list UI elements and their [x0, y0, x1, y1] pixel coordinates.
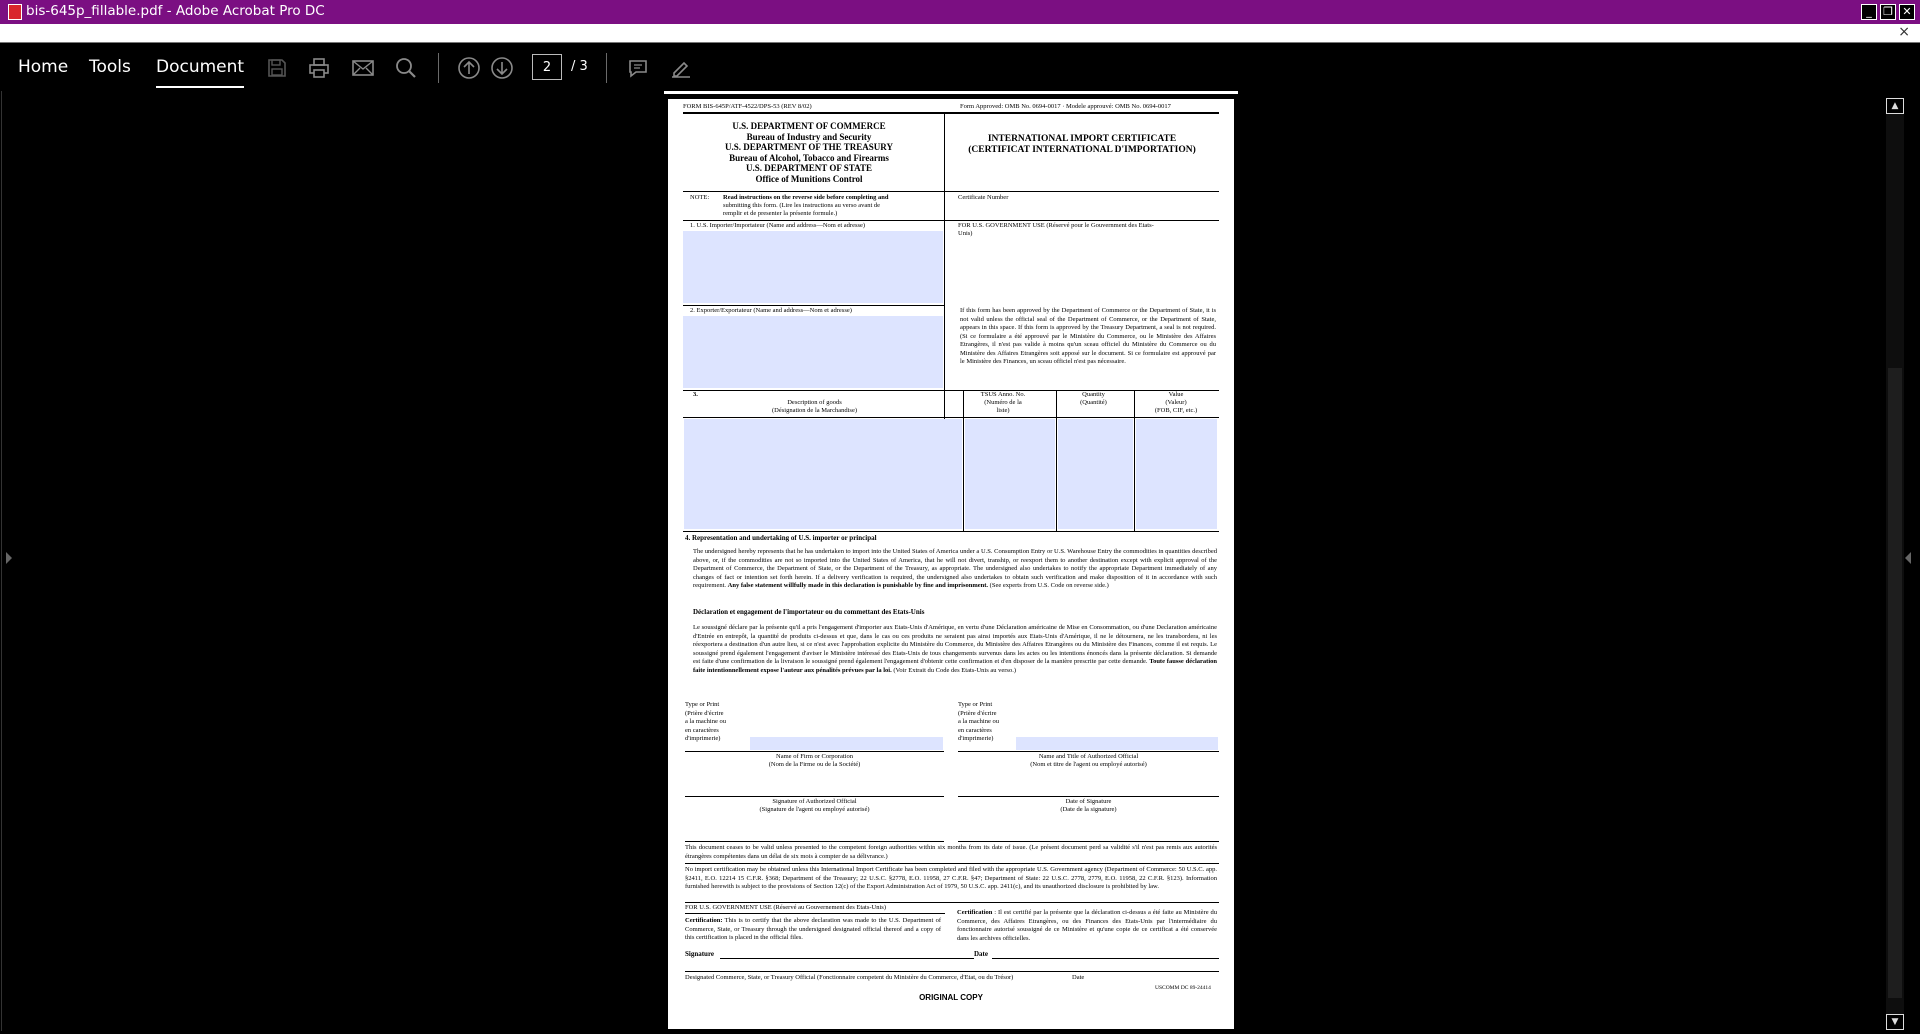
header-line: (FOB, CIF, etc.)	[1154, 407, 1198, 414]
agency-line: Office of Munitions Control	[755, 173, 863, 184]
type-or-print-right	[958, 701, 999, 744]
note-line: remplir et de presenter la présente formule.)	[723, 210, 838, 217]
agency-line: Bureau of Alcohol, Tobacco and Firearms	[729, 152, 889, 163]
type-print-line: en caractères	[685, 726, 719, 734]
section4-english-tail: (See experts from U.S. Code on reverse side.)	[988, 582, 1109, 589]
note-line: Read instructions on the reverse side before completing and	[723, 194, 889, 201]
original-copy-label: ORIGINAL COPY	[919, 993, 983, 1002]
label-line: Signature of Authorized Official	[772, 798, 857, 805]
agency-line: U.S. DEPARTMENT OF STATE	[746, 163, 872, 173]
main-toolbar	[0, 43, 1920, 91]
minimize-icon[interactable]: _	[1861, 4, 1877, 20]
certificate-number-label: Certificate Number	[958, 194, 1009, 201]
header-line: Value	[1168, 391, 1184, 398]
sign-icon[interactable]	[669, 56, 693, 80]
exporter-field[interactable]	[683, 316, 943, 388]
rule	[683, 220, 1219, 221]
designated-official-label: Designated Commerce, State, or Treasury Official (Fonctionnaire competent du Ministère du Commerce, d'Etat, ou du Trésor)	[685, 974, 1014, 981]
acrobat-app-icon	[8, 4, 22, 20]
approval-text: If this form has been approved by the Department of Commerce or the Department of State, it is not valid unless the official seal of the Department of Commerce, or the Department of State, appears in this space. If this form is approved by the Treasury Department, a seal is not required. (Si ce formulaire a été approuvé par le Ministère du Commerce, ou le Ministère des Affaires Etrangères, il n'est pas valide à moins qu'un sceau officiel du Ministère du Commerce ou du Ministère des Affaires Etrangères soit apposé sur le document. Si ce formulaire est approuvé par le Ministère des Finances, un sceau officiel n'est pas nécessaire.	[960, 307, 1216, 365]
previous-page-edge	[664, 91, 1238, 94]
toolbar-separator	[438, 53, 439, 83]
rule	[683, 417, 1219, 418]
rule	[685, 863, 1219, 864]
header-line: Quantity	[1082, 391, 1105, 398]
designated-date-label: Date	[1072, 974, 1085, 981]
window-title-bar	[0, 0, 1920, 24]
rule	[958, 841, 1219, 842]
type-print-line: Type or Print	[958, 701, 993, 708]
rule	[685, 902, 1219, 903]
column-divider	[963, 391, 964, 531]
note-line: submitting this form. (Lire les instructions au verso avant de	[723, 202, 881, 209]
validity-notice: This document ceases to be valid unless presented to the competent foreign authorities within six months from its date of issue. (Le présent document perd sa validité s'il n'est pas remis aux autorités étrangères compétentes dans un délai de six mois à compter de sa délivrance.)	[685, 844, 1217, 860]
page-down-icon[interactable]	[490, 56, 514, 80]
omb-approval: Form Approved: OMB No. 0694-0017 · Modele approuvé: OMB No. 0694-0017	[960, 103, 1171, 110]
exporter-label: 2. Exporter/Exportateur (Name and address—Nom et adresse)	[690, 307, 852, 314]
date-of-signature-label	[958, 798, 1219, 814]
label-line: Name and Title of Authorized Official	[1038, 753, 1139, 760]
date-line	[992, 958, 1219, 959]
goods-section-number: 3.	[693, 391, 698, 398]
toolbar-separator	[606, 53, 607, 83]
tsus-header	[960, 391, 1046, 415]
header-line: (Désignation de la Marchandise)	[771, 407, 857, 414]
rule	[685, 841, 944, 842]
section4-title: 4. Representation and undertaking of U.S. importer or principal	[685, 534, 877, 542]
label-line: Name of Firm or Corporation	[776, 753, 853, 760]
date-line	[958, 796, 1219, 797]
type-print-line: Type or Print	[685, 701, 720, 708]
rule	[683, 531, 1219, 532]
header-line: (Valeur)	[1165, 399, 1187, 406]
page-total: / 3	[571, 59, 588, 74]
search-icon[interactable]	[394, 56, 418, 80]
section4-french-title: Déclaration et engagement de l'importateur ou du commettant des Etats-Unis	[693, 608, 925, 616]
agency-line: U.S. DEPARTMENT OF COMMERCE	[732, 121, 886, 131]
gov-use-line: FOR U.S. GOVERNMENT USE (Réservé pour le Gouvernment des Etats-	[958, 222, 1154, 229]
close-icon[interactable]: ✕	[1899, 4, 1915, 20]
gov-use-bottom-label: FOR U.S. GOVERNMENT USE (Réservé au Gouvernement des Etats-Unis)	[685, 904, 886, 911]
rule	[683, 305, 944, 306]
header-line: TSUS Anno. No.	[980, 391, 1026, 398]
header-line: (Quantité)	[1080, 399, 1107, 406]
scroll-down-icon[interactable]: ▼	[1886, 1014, 1904, 1030]
type-or-print-left	[685, 701, 726, 744]
signature-label: Signature	[685, 950, 715, 958]
agency-block	[683, 121, 935, 184]
type-print-line: a la machine ou	[685, 718, 726, 725]
section4-english	[693, 548, 1217, 591]
left-pane-edge	[1, 91, 2, 1031]
quantity-field[interactable]	[1058, 419, 1133, 529]
gov-use-line: Unis)	[958, 230, 973, 237]
print-icon[interactable]	[307, 56, 331, 80]
rule	[683, 112, 1219, 114]
rule	[685, 913, 945, 914]
column-divider	[1134, 391, 1135, 531]
agency-line: U.S. DEPARTMENT OF THE TREASURY	[725, 142, 893, 152]
header-line: liste)	[996, 407, 1010, 414]
section4-french-tail: (Voir Extrait du Code des Etats-Unis au verso.)	[891, 666, 1016, 674]
note-text	[723, 194, 889, 218]
importer-field[interactable]	[683, 231, 943, 303]
page-number-input[interactable]: 2	[532, 54, 562, 80]
section4-english-warning: Any false statement willfully made in this declaration is punishable by fine and imprisonment.	[727, 582, 989, 589]
legal-notice: No import certification may be obtained unless this International Import Certificate has been completed and filed with the appropriate U.S. Government agency (Department of Commerce: 50 U.S.C. app. §2411, E.O. 12214 15 C.F.R. §368; Department of the Treasury; 22 U.S.C. §2778, E.O. 11958, 27 C.F.R. §47; Department of State: 22 U.S.C. 2778, 2779, E.O. 11958, 22 C.F.R. §123). Information furnished herewith is subject to the provisions of Section 12(c) of the Export Administration Act of 1979, 50 U.S.C. app. 2411(c), and its unauthorized disclosure is prohibited by law.	[685, 866, 1217, 890]
certification-label: Certification	[957, 909, 993, 916]
goods-description-header	[683, 399, 946, 415]
rule	[685, 751, 944, 752]
rule	[685, 971, 1219, 972]
header-line: Description of goods	[787, 399, 842, 406]
expand-left-pane-icon[interactable]	[6, 552, 12, 564]
value-header	[1135, 391, 1217, 415]
label-line: (Signature de l'agent ou employé autorisé)	[759, 806, 870, 813]
goods-description-field[interactable]	[684, 419, 962, 529]
section4-french	[693, 624, 1217, 675]
importer-label: 1. U.S. Importer/Importateur (Name and address—Nom et adresse)	[690, 222, 866, 229]
label-line: (Nom et titre de l'agent ou employé autorisé)	[1030, 761, 1147, 768]
certification-label: Certification:	[685, 917, 723, 924]
comment-icon[interactable]	[626, 56, 650, 80]
label-line: (Nom de la Firme ou de la Société)	[768, 761, 861, 768]
quantity-header	[1055, 391, 1132, 407]
gov-use-label	[958, 222, 1154, 238]
pdf-page	[668, 99, 1234, 1029]
page-up-icon[interactable]	[457, 56, 481, 80]
agency-line: Bureau of Industry and Security	[746, 131, 872, 142]
type-print-line: a la machine ou	[958, 718, 999, 725]
section4-french-warning: Toute fausse déclaration faite intentionnellement expose l'auteur aux pénalités prévues par la loi.	[693, 658, 1217, 674]
firm-name-label	[685, 753, 944, 769]
tab-home[interactable]: Home	[18, 57, 69, 77]
label-line: (Date de la signature)	[1060, 806, 1117, 813]
rule	[958, 751, 1219, 752]
type-print-line: d'imprimerie)	[958, 735, 994, 742]
value-field[interactable]	[1136, 419, 1217, 529]
section4-french-text: Le soussigné déclare par la présente qu'il a pris l'engagement d'importer aux Etats-Unis d'Amérique, en vertu d'une Déclaration américaine de Mise en Consommation, ou d'une Declaration américaine d'Entrée en entrepôt, la quantité de produits ci-dessus et que, dans le cas ou ces produits ne seraient pas ainsi importés aux Etats-Unis d'Amérique, il ne le détournera, ne les transbordera, ni les réexportera a destination d'un autre lieu, si ce n'est avec l'approbation explicite du Ministère du Commerce, du Ministère des Affaires Etrangères ou du Ministère des Finances, comme il est requis. Le soussigné prend également l'engagement d'aviser le Ministère intéressé des Etats-Unis de tous changements survenus dans les actes ou les intentions énoncés dans la présente déclaration. Si demande est faite d'une confirmation de la livraison le soussigné prend également l'engagement d'obtenir cette confirmation et d'en disposer de la manière prescrite par cette demande.	[693, 624, 1217, 665]
vertical-scrollbar[interactable]	[1886, 98, 1904, 1030]
window-title: bis-645p_fillable.pdf - Adobe Acrobat Pro DC	[26, 3, 325, 19]
tab-tools[interactable]: Tools	[89, 57, 131, 77]
official-name-field[interactable]	[1016, 737, 1218, 750]
type-print-line: en caractères	[958, 726, 992, 734]
type-print-line: d'imprimerie)	[685, 735, 721, 742]
scroll-up-icon[interactable]: ▲	[1886, 98, 1904, 114]
email-icon[interactable]	[351, 56, 375, 80]
certification-french	[957, 909, 1217, 943]
document-tab-strip	[0, 24, 1920, 43]
rule	[683, 191, 1219, 192]
label-line: Date of Signature	[1065, 798, 1112, 805]
signature-official-label	[685, 798, 944, 814]
tab-document[interactable]: Document	[156, 57, 245, 77]
firm-name-field[interactable]	[750, 737, 943, 750]
tsus-number-field[interactable]	[965, 419, 1055, 529]
expand-right-pane-icon[interactable]	[1905, 552, 1911, 564]
restore-icon[interactable]: ❐	[1880, 4, 1896, 20]
certification-text: : Il est certifié par la présente que la déclaration ci-dessus a été faite au Ministère du Commerce, des Affaires Etrangères, ou des Finances des Etats-Unis par l'intermédiaire du fonctionnaire autorisé soussigné de ce Ministère et qu'une copie de ce certificat a été conservée dans les archives officielles.	[957, 909, 1217, 942]
certification-english	[685, 917, 941, 943]
form-title-line: (CERTIFICAT INTERNATIONAL D'IMPORTATION)	[968, 144, 1196, 155]
signature-line	[720, 958, 974, 959]
form-number: FORM BIS-645P/ATF-4522/DPS-53 (REV 8/02)	[683, 103, 812, 110]
official-name-label	[958, 753, 1219, 769]
certification-text: This is to certify that the above declaration was made to the U.S. Department of Commerce, State, or Treasury through the undersigned designated official thereof and a copy of this certification is placed in the official files.	[685, 917, 941, 941]
uscomm-code: USCOMM DC 89-24414	[1155, 985, 1211, 991]
date-label: Date	[974, 950, 988, 958]
scrollbar-thumb[interactable]	[1888, 368, 1902, 998]
form-title	[945, 134, 1219, 155]
section4-english-text: The undersigned hereby represents that he has undertaken to import into the United States of America under a U.S. Consumption Entry or U.S. Warehouse Entry the commodities in quantities described above, or, if the commodities are not so imported into the United States of America, that he will not divert, tranship, or reexport them to another destination except with explicit approval of the Department of Commerce, the Department of State, or the Department of the Treasury, as appropriate. The undersigned also undertakes to notify the appropriate Department immediately of any changes of fact or intention set forth herein. If a delivery verification is required, the undersigned also undertakes to obtain such verification and make disposition of it in accordance with such requirement.	[693, 548, 1217, 589]
header-line: (Numéro de la	[984, 399, 1022, 406]
type-print-line: (Prière d'écrire	[685, 709, 724, 717]
form-title-line: INTERNATIONAL IMPORT CERTIFICATE	[987, 134, 1177, 144]
save-icon[interactable]	[265, 56, 289, 80]
type-print-line: (Prière d'écrire	[958, 709, 997, 717]
column-divider	[1056, 391, 1057, 531]
close-document-icon[interactable]: ×	[1898, 24, 1910, 40]
signature-line	[685, 796, 944, 797]
note-label: NOTE:	[690, 194, 710, 201]
